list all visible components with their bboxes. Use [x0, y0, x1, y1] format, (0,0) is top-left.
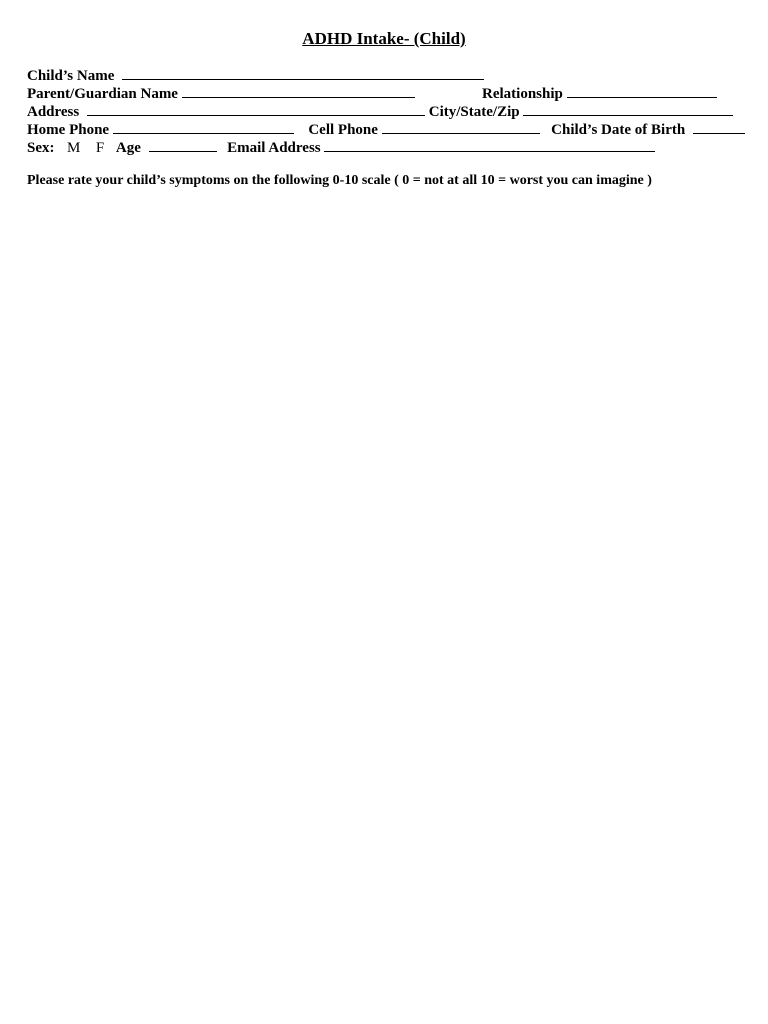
- sex-option-f[interactable]: F: [95, 140, 105, 156]
- dob-label: Child’s Date of Birth: [551, 122, 686, 138]
- parent-guardian-field[interactable]: [182, 84, 415, 98]
- city-state-zip-field[interactable]: [523, 102, 733, 116]
- age-label: Age: [115, 140, 141, 156]
- relationship-label: Relationship: [482, 86, 563, 102]
- form-title: ADHD Intake- (Child): [302, 29, 466, 48]
- cell-phone-label: Cell Phone: [308, 122, 378, 138]
- age-field[interactable]: [149, 138, 217, 152]
- home-phone-label: Home Phone: [27, 122, 110, 138]
- sex-age-email-row: [27, 138, 655, 156]
- child-name-label: Child’s Name: [27, 68, 115, 84]
- sex-label: Sex:: [27, 140, 55, 156]
- relationship-group: [482, 84, 717, 103]
- email-label: Email Address: [227, 140, 321, 156]
- phone-row: [27, 120, 745, 138]
- parent-guardian-label: Parent/Guardian Name: [27, 86, 178, 102]
- parent-guardian-row: [27, 84, 727, 102]
- child-name-row: [27, 66, 484, 84]
- address-field[interactable]: [87, 102, 425, 116]
- address-row: [27, 102, 733, 120]
- child-name-field[interactable]: [122, 66, 484, 80]
- dob-field[interactable]: [693, 120, 745, 134]
- email-field[interactable]: [324, 138, 655, 152]
- relationship-field[interactable]: [567, 84, 717, 98]
- address-label: Address: [27, 104, 80, 120]
- rating-instruction: Please rate your child’s symptoms on the following 0-10 scale ( 0 = not at all 10 = worst you can imagine ): [27, 173, 652, 188]
- cell-phone-field[interactable]: [382, 120, 540, 134]
- city-state-zip-label: City/State/Zip: [428, 104, 520, 120]
- sex-option-m[interactable]: M: [67, 140, 81, 156]
- home-phone-field[interactable]: [113, 120, 294, 134]
